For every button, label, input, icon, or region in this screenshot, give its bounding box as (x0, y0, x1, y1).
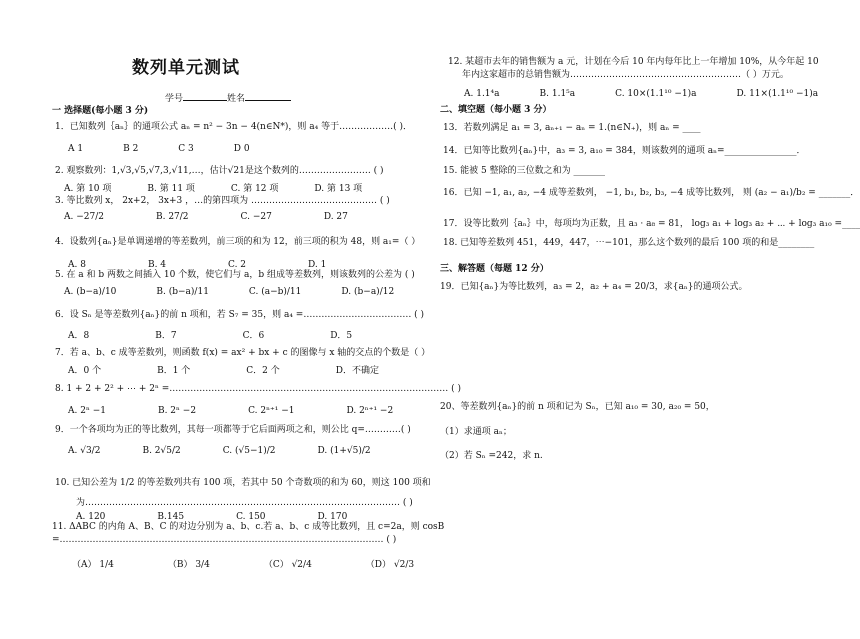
question-6-options (68, 331, 352, 342)
option-c: C 3 (178, 144, 194, 154)
question-19: 19．已知{aₙ}为等比数列，a₃ = 2，a₂ + a₄ = 20/3，求{aₙ}的通项公式。 (440, 282, 748, 292)
question-14: 14．已知等比数列{aₙ}中，a₃ = 3, a₁₀ = 384，则该数列的通项 aₙ=________________． (443, 146, 806, 156)
section-answer-heading: 三、解答题（每题 12 分） (440, 264, 549, 274)
name-label: 姓名 (227, 94, 246, 104)
option-b: B. 4 (147, 260, 167, 270)
section-choice-heading: 一 选择题(每小题 3 分) (52, 106, 149, 116)
option-a: A. −27/2 (64, 212, 104, 222)
option-c: C. 150 (236, 512, 266, 522)
name-blank (245, 91, 291, 101)
option-b: B. 1.1⁵a (539, 89, 576, 99)
option-a: A 1 (68, 144, 84, 154)
question-1-options (68, 144, 250, 155)
question-12: 12. 某超市去年的销售额为 a 元，计划在今后 10 年内每年比上一年增加 10%，从今年起 10 (448, 57, 819, 67)
option-d: D. 11×(1.1¹⁰ −1)a (736, 89, 819, 99)
option-b: B．1 个 (157, 366, 191, 376)
question-2: 2. 观察数列：1,√3,√5,√7,3,√11,…，估计√21是这个数列的…………………… ( ) (55, 166, 384, 176)
option-d: D. 27 (323, 212, 348, 222)
question-10: 10. 已知公差为 1/2 的等差数列共有 100 项，若其中 50 个奇数项的和为 60，则这 100 项和 (55, 478, 431, 488)
option-d: D. 170 (317, 512, 348, 522)
question-9: 9．一个各项均为正的等比数列，其每一项都等于它后面两项之和，则公比 q=…………( ) (55, 425, 411, 435)
option-c: C. (a−b)/11 (248, 287, 302, 297)
question-3: 3. 等比数列 x， 2x+2， 3x+3 ，…的第四项为 …………………………………… ( ) (55, 196, 390, 206)
option-a: A. 1.1⁴a (464, 89, 500, 99)
option-d: D．5 (330, 331, 353, 341)
question-1: 1．已知数列｛aₙ｝的通项公式 aₙ = n² − 3n − 4(n∈N*)，则 a₄ 等于………………( )． (55, 122, 412, 132)
option-d: D. 1 (308, 260, 327, 270)
option-c: （C） √2/4 (263, 560, 312, 570)
option-a: A. 第 10 项 (64, 184, 112, 194)
question-16: 16．已知 −1, a₁, a₂, −4 成等差数列， −1, b₁, b₂, b₃, −4 成等比数列， 则 (a₂ − a₁)/b₂ = _______． (443, 188, 860, 198)
question-11-cont: =……………………………………………………………………………………………… ( ) (52, 535, 397, 545)
student-id-label: 学号 (165, 94, 184, 104)
option-d: D. (1+√5)/2 (317, 446, 371, 456)
option-d: D．不确定 (335, 366, 379, 376)
option-a: A. (b−a)/10 (64, 287, 117, 297)
option-a: A. 120 (76, 512, 106, 522)
question-18: 18. 已知等差数列 451，449，447，⋯−101，那么这个数列的最后 100 项的和是________ (443, 238, 815, 248)
option-c: C. −27 (240, 212, 272, 222)
option-c: C. 第 12 项 (230, 184, 279, 194)
question-12-cont: 年内这家超市的总销售额为…………………………………………………（ ）万元。 (462, 70, 789, 80)
option-b: B. (b−a)/11 (156, 287, 209, 297)
question-9-options (68, 446, 371, 457)
question-20-part-1: （1）求通项 aₙ； (440, 427, 512, 437)
question-6: 6．设 Sₙ 是等差数列{aₙ}的前 n 项和，若 S₇ = 35，则 a₄ =……………………………… ( ) (55, 310, 425, 320)
option-a: A. √3/2 (68, 446, 101, 456)
student-id-blank (183, 91, 227, 101)
option-a: A. 2ⁿ −1 (68, 406, 106, 416)
question-12-options (464, 89, 818, 100)
option-c: C. 2 (228, 260, 247, 270)
option-d: D. 2ⁿ⁺¹ −2 (346, 406, 394, 416)
question-20: 20、等差数列{aₙ}的前 n 项和记为 Sₙ，已知 a₁₀ = 30, a₂₀ = 50， (440, 402, 715, 412)
section-fill-heading: 二、填空题（每小题 3 分） (440, 105, 552, 115)
option-b: B. 27/2 (155, 212, 189, 222)
option-c: C．2 个 (246, 366, 280, 376)
option-d: （D） √2/3 (365, 560, 415, 570)
question-7: 7．若 a、b、c 成等差数列，则函数 f(x) = ax² + bx + c 的图像与 x 轴的交点的个数是（ ） (55, 348, 431, 358)
question-5-options (64, 287, 394, 298)
option-d: D. 第 13 项 (314, 184, 363, 194)
question-5: 5. 在 a 和 b 两数之间插入 10 个数，使它们与 a，b 组成等差数列，则该数列的公差为 ( ) (55, 270, 415, 280)
question-2-options (64, 184, 362, 195)
option-d: D. (b−a)/12 (341, 287, 395, 297)
option-b: B.145 (157, 512, 185, 522)
question-8-options (68, 406, 393, 417)
option-c: C. 10×(1.1¹⁰ −1)a (615, 89, 697, 99)
question-15: 15. 能被 5 整除的三位数之和为 _______ (443, 166, 605, 176)
page-title: 数列单元测试 (132, 58, 240, 78)
question-17: 17．设等比数列｛aₙ｝中，每项均为正数，且 a₃ · a₈ = 81， log₃ a₁ + log₃ a₂ + ⋯ + log₃ a₁₀ =____ (443, 219, 860, 229)
option-b: B. 2√5/2 (142, 446, 181, 456)
option-a: A．0 个 (68, 366, 102, 376)
option-c: C．6 (242, 331, 265, 341)
question-11: 11. ΔABC 的内角 A、B、C 的对边分别为 a、b、c.若 a、b、c 成等比数列，且 c=2a，则 cosB (52, 522, 445, 532)
option-a: A. 8 (68, 260, 86, 270)
student-info-line (165, 91, 291, 105)
option-a: A．8 (68, 331, 90, 341)
option-d: D 0 (233, 144, 250, 154)
question-20-part-2: （2）若 Sₙ =242，求 n. (440, 451, 543, 461)
question-13: 13．若数列满足 a₁ = 3, aₙ₊₁ − aₙ = 1.(n∈N₊)，则 aₙ = ____ (443, 123, 701, 133)
question-11-options (72, 560, 414, 571)
question-7-options (68, 366, 379, 377)
question-10-cont: 为…………………………………………………………………………………………… ( ) (76, 498, 413, 508)
option-a: （A） 1/4 (72, 560, 114, 570)
question-8: 8. 1 + 2 + 2² + ⋯ + 2ⁿ =………………………………………………………………………………… ( ) (55, 384, 462, 394)
option-b: B．7 (155, 331, 177, 341)
option-b: B. 第 11 项 (147, 184, 195, 194)
question-3-options (64, 212, 348, 223)
option-b: （B） 3/4 (167, 560, 210, 570)
question-4: 4．设数列{aₙ}是单调递增的等差数列，前三项的和为 12，前三项的积为 48，则 a₁=（ ） (55, 237, 421, 247)
option-c: C. 2ⁿ⁺¹ −1 (248, 406, 295, 416)
option-c: C. (√5−1)/2 (222, 446, 276, 456)
option-b: B 2 (123, 144, 139, 154)
option-b: B. 2ⁿ −2 (157, 406, 197, 416)
